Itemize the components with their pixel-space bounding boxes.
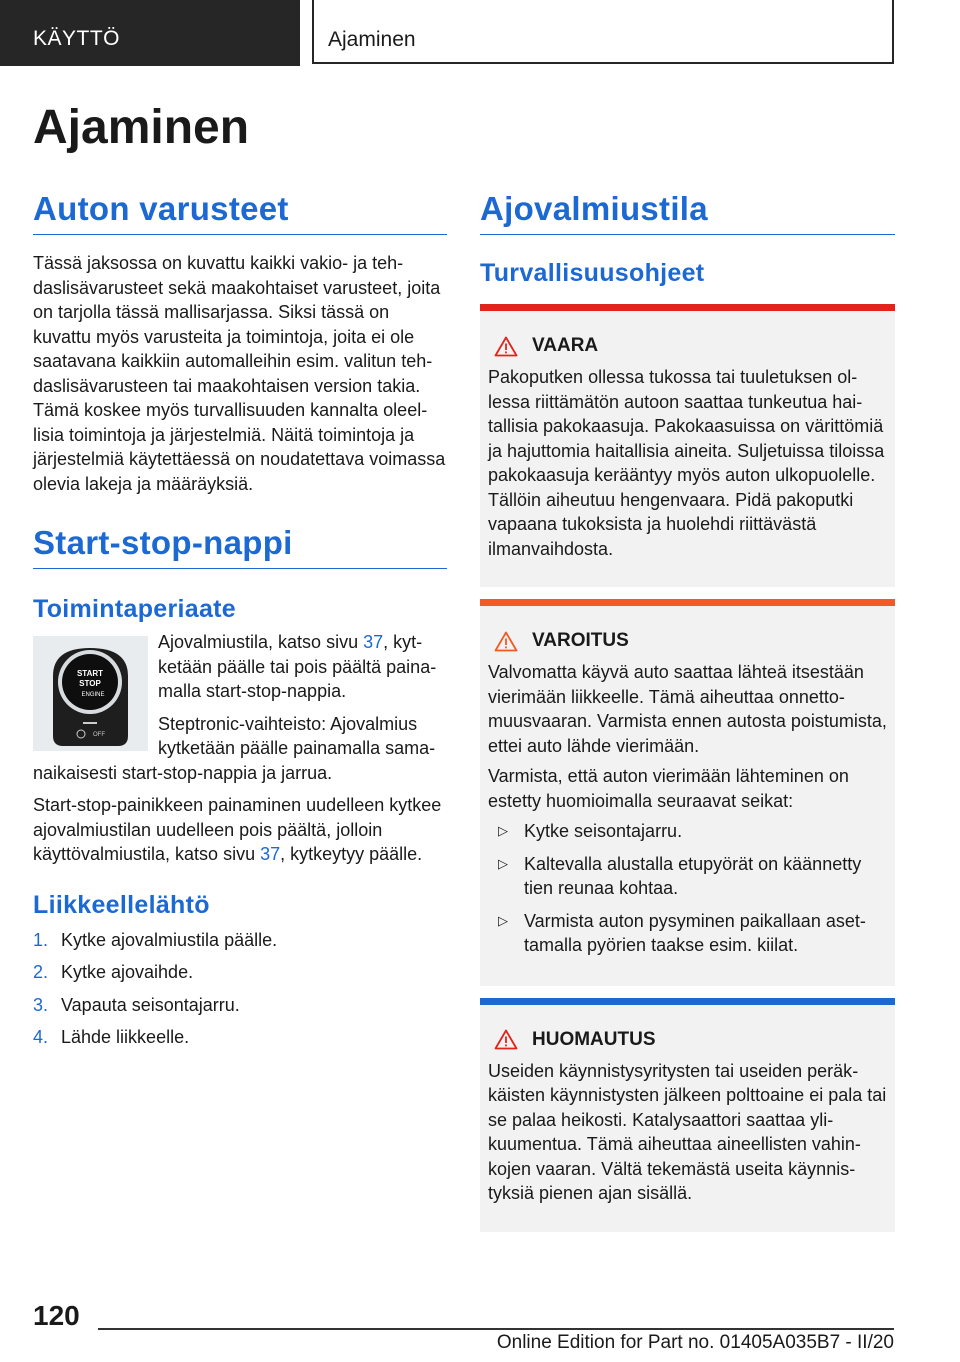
page-title: Ajaminen bbox=[33, 101, 250, 154]
notice-text: Useiden käynnistysyritysten tai useiden peräkkäisten käynnistysten jälkeen polttoaine ei pala tai se palaa heikosti. Katalysaattori saattaa ylikuumentua. Tämä aiheuttaa aineellisten vahinkojen vaaran. Vältä tekemästä useita käynnistyksiä pienen ajan sisällä. bbox=[488, 1060, 887, 1203]
warning-label: VAROITUS bbox=[532, 630, 629, 651]
list-item bbox=[488, 909, 887, 958]
step-number: 2. bbox=[33, 962, 49, 982]
step-number: 1. bbox=[33, 929, 49, 950]
start-off-steps bbox=[33, 928, 447, 1050]
subheading-safety: Turvallisuusohjeet bbox=[480, 259, 705, 287]
principle-paragraph-2: Steptronic-vaihteisto: Ajovalmius kytketään päälle painamalla samanaikaisesti start-stop-nappia ja jarrua. bbox=[33, 713, 436, 783]
principle-text-3b: , kytkeytyy päälle. bbox=[280, 844, 423, 864]
page-link-37-second[interactable]: 37 bbox=[260, 844, 281, 864]
list-item bbox=[33, 1025, 447, 1050]
warning-triangle-icon bbox=[494, 336, 518, 357]
warning-text-2: Varmista, että auton vierimään lähteminen on estetty huomioimalla seuraavat seikat: bbox=[488, 766, 849, 811]
warning-triangle-icon bbox=[494, 1029, 518, 1050]
list-item bbox=[33, 993, 447, 1018]
header-chapter-label: Ajaminen bbox=[328, 28, 416, 51]
principle-text-1b: , kytketään päälle tai pois päältä painamalla start-stop-nappia. bbox=[158, 632, 437, 701]
step-text: Vapauta seisontajarru. bbox=[61, 994, 240, 1015]
list-item bbox=[488, 852, 887, 901]
triangle-bullet-icon: ▷ bbox=[498, 823, 508, 838]
step-number: 4. bbox=[33, 1027, 49, 1047]
triangle-bullet-icon: ▷ bbox=[498, 912, 508, 928]
footer-edition: Online Edition for Part no. 01405A035B7 - II/20 bbox=[496, 1332, 894, 1353]
button-label-engine: ENGINE bbox=[81, 692, 105, 698]
danger-text: Pakoputken ollessa tukossa tai tuuletuksen ollessa riittämätön autoon saattaa tunkeutua haitallisia pakokaasuja. Pakokaasuissa on värittömiä ja hajuttomia haitallisia aineita. Suljetuissa tiloissa pakokaasuja kerääntyy myös auton ulkopuolelle. Tällöin aiheutuu hengenvaara. Pidä pakoputki vapaana tukoksista ja huolehdi riittävästä ilmanvaihdosta. bbox=[488, 367, 885, 559]
section-heading-equipment: Auton varusteet bbox=[33, 190, 447, 235]
step-number: 3. bbox=[33, 994, 49, 1015]
left-column bbox=[33, 190, 447, 1058]
header-chapter-tab bbox=[312, 0, 894, 64]
step-text: Kytke ajovaihde. bbox=[61, 962, 194, 982]
page-number: 120 bbox=[33, 1300, 80, 1331]
principle-text-3a: Start-stop-painikkeen painaminen uudelleen kytkee ajovalmiustilan uudelleen pois päältä, jolloin käyttövalmiustila, katso sivu bbox=[33, 795, 442, 864]
warning-triangle-icon bbox=[494, 631, 518, 652]
page-link-37[interactable]: 37 bbox=[363, 632, 384, 652]
equipment-paragraph: Tässä jaksossa on kuvattu kaikki vakio- ja tehdaslisävarusteet sekä maakohtaiset varusteet, joita on tarjolla tässä mallisarjassa. Siksi tässä on kuvattu myös varusteita ja toimintoja, joita ei ole saatavana kaikkiin automalleihin esim. valitun tehdaslisävarusteen tai maakohtaisen version takia. Tämä koskee myös turvallisuuden kannalta oleellisia toimintoja ja järjestelmiä. Näitä toimintoja ja järjestelmiä käytettäessä on noudatettava voimassa olevia lakeja ja määräyksiä. bbox=[33, 253, 446, 494]
section-heading-start-stop: Start-stop-nappi bbox=[33, 524, 447, 569]
list-item bbox=[33, 960, 447, 985]
notice-label: HUOMAUTUS bbox=[532, 1028, 656, 1050]
button-label-stop: STOP bbox=[79, 679, 101, 688]
bullet-text: Kaltevalla alustalla etupyörät on käännetty tien reunaa kohtaa. bbox=[524, 853, 862, 898]
list-item bbox=[488, 819, 887, 844]
warning-text-1: Valvomatta käyvä auto saattaa lähteä itsestään vierimään liikkeelle. Tämä aiheuttaa onnettomuusvaaran. Varmista ennen autosta poistumista, ettei auto lähde vierimään. bbox=[488, 662, 887, 756]
button-label-start: START bbox=[76, 669, 104, 678]
list-item bbox=[33, 928, 447, 953]
header-section-tab bbox=[0, 0, 300, 66]
triangle-bullet-icon: ▷ bbox=[498, 855, 508, 871]
warning-box bbox=[480, 599, 895, 986]
section-heading-ready-state: Ajovalmiustila bbox=[480, 190, 895, 235]
button-label-off: OFF bbox=[93, 732, 105, 738]
start-stop-button-image bbox=[33, 636, 148, 751]
danger-box bbox=[480, 304, 895, 587]
danger-label: VAARA bbox=[532, 335, 599, 356]
subheading-start-off: Liikkeellelähtö bbox=[33, 890, 210, 919]
bullet-text: Varmista auton pysyminen paikallaan asettamalla pyörien taakse esim. kiilat. bbox=[524, 910, 866, 955]
notice-box bbox=[480, 998, 895, 1232]
principle-paragraph-3 bbox=[33, 793, 447, 867]
right-column bbox=[480, 190, 895, 1232]
header-section-label: KÄYTTÖ bbox=[33, 27, 121, 50]
step-text: Lähde liikkeelle. bbox=[61, 1027, 190, 1047]
subheading-principle: Toimintaperiaate bbox=[33, 595, 236, 623]
bullet-text: Kytke seisontajarru. bbox=[524, 821, 683, 841]
step-text: Kytke ajovalmiustila päälle. bbox=[61, 929, 278, 950]
principle-text-1a: Ajovalmiustila, katso sivu bbox=[158, 632, 364, 652]
warning-bullet-list bbox=[488, 819, 887, 958]
footer-divider bbox=[98, 1328, 894, 1330]
